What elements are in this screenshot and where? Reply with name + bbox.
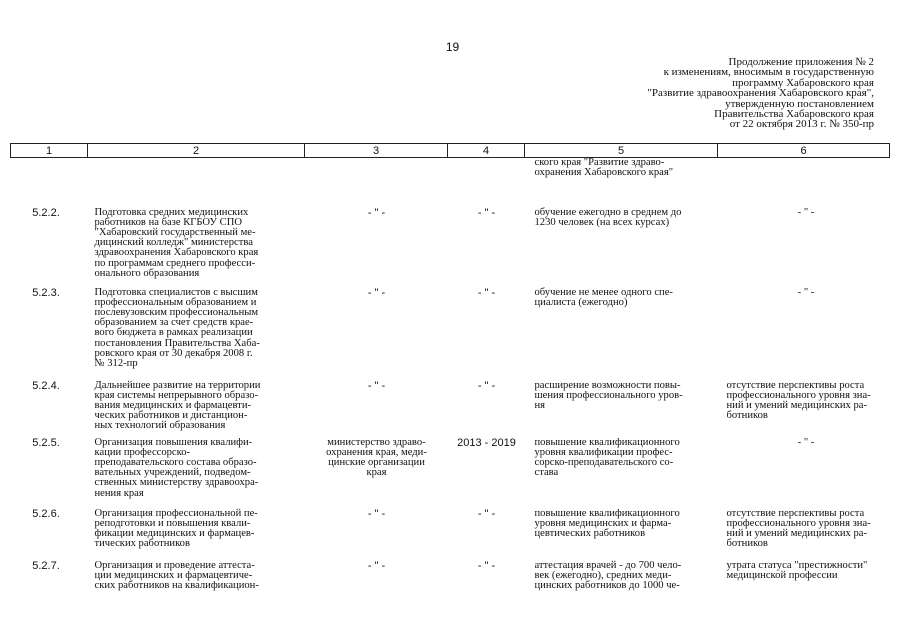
cell-text-line: края	[366, 467, 387, 479]
continuation-row	[11, 158, 890, 208]
table-row	[11, 288, 890, 381]
measure-number: 5.2.2.	[32, 206, 60, 219]
cell-text-line: образованием за счет средств крае-	[94, 317, 254, 329]
expected-result	[525, 509, 718, 561]
cell-text-line: здравоохранения Хабаровского края	[94, 247, 259, 259]
consequences-of-non-implementation	[718, 509, 890, 561]
cell-text-line: нения края	[94, 487, 144, 499]
expected-result	[525, 561, 718, 601]
expected-result	[525, 381, 718, 438]
implementation-period	[448, 288, 525, 381]
cell-text-line: отсутствие перспективы роста	[726, 507, 865, 519]
responsible-executor	[305, 561, 448, 601]
column-header: 6	[718, 144, 890, 158]
consequences-of-non-implementation	[718, 438, 890, 509]
cell-text-line: - " -	[797, 206, 815, 218]
measure-number: 5.2.3.	[32, 286, 60, 299]
cell-text-line: 2013 - 2019	[457, 436, 516, 449]
cell-text-line: утрата статуса "престижности"	[726, 559, 868, 571]
table-header-row	[11, 144, 890, 158]
cell-text-line: охранения Хабаровского края"	[534, 167, 674, 179]
header-note-line: к изменениям, вносимым в государственную	[663, 66, 874, 79]
responsible-executor	[305, 288, 448, 381]
table-row	[11, 561, 890, 601]
column-header: 1	[11, 144, 88, 158]
cell-text-line: ского края "Развитие здраво-	[534, 157, 665, 168]
measure-number: 5.2.4.	[32, 379, 60, 392]
cell-text-line: отсутствие перспективы роста	[726, 379, 865, 391]
header-note-line: "Развитие здравоохранения Хабаровского края",	[647, 87, 874, 100]
cell-text-line: 1230 человек (на всех курсах)	[534, 216, 670, 228]
table-row	[11, 509, 890, 561]
cell-text-line: охранения края, меди-	[326, 446, 427, 458]
cell-text-line: - " -	[477, 286, 496, 299]
cell-text-line: цевтических работников	[534, 527, 646, 539]
program-measures-table	[10, 143, 890, 601]
implementation-period	[448, 381, 525, 438]
cell-text-line: ботников	[726, 410, 768, 422]
cell-text-line: вания медицинских и фармацевти-	[94, 399, 252, 411]
cell-text-line: повышение квалификационного	[534, 436, 680, 448]
consequences-of-non-implementation	[718, 561, 890, 601]
cell-text-line: реподготовки и повышения квали-	[94, 517, 251, 529]
cell-text-line: постановления Правительства Хаба-	[94, 337, 260, 349]
cell-text-line: послевузовским профессиональным	[94, 306, 259, 318]
cell-text-line: Подготовка средних медицинских	[94, 206, 249, 218]
implementation-period	[448, 561, 525, 601]
cell-text-line: Организация повышения квалифи-	[94, 436, 253, 448]
cell-text-line: - " -	[367, 379, 386, 392]
header-note-line: программу Хабаровского края	[732, 76, 874, 89]
cell-text-line: вого бюджета в рамках реализации	[94, 327, 253, 339]
cell-text-line: - " -	[367, 559, 386, 572]
implementation-period	[448, 208, 525, 288]
cell-text-line: ских работников на квалификацион-	[94, 579, 259, 591]
responsible-executor	[305, 208, 448, 288]
cell-text-line: ческих работников и дистанцион-	[94, 410, 248, 422]
column-header: 5	[525, 144, 718, 158]
continuation-text	[525, 158, 718, 208]
cell-text-line: - " -	[477, 379, 496, 392]
cell-text-line: по программам среднего професси-	[94, 257, 256, 269]
cell-text-line: профессионального уровня зна-	[726, 389, 871, 401]
cell-text-line: ня	[534, 399, 546, 411]
implementation-period	[448, 509, 525, 561]
table-row	[11, 208, 890, 288]
consequences-of-non-implementation	[718, 288, 890, 381]
cell-text-line: уровня квалификации профес-	[534, 446, 673, 458]
cell-text-line: - " -	[477, 206, 496, 219]
cell-text-line: Организация профессиональной пе-	[94, 507, 258, 519]
cell-text-line: аттестация врачей - до 700 чело-	[534, 559, 682, 571]
cell-text-line: № 312-пр	[94, 357, 138, 369]
measure-title	[88, 288, 305, 381]
column-header: 4	[448, 144, 525, 158]
cell-text-line: дицинский колледж" министерства	[94, 237, 253, 249]
column-header: 3	[305, 144, 448, 158]
cell-text-line: - " -	[367, 206, 386, 219]
header-note-line: утвержденную постановлением	[725, 97, 874, 110]
cell-text-line: уровня медицинских и фарма-	[534, 517, 672, 529]
cell-text-line: цинские организации	[328, 456, 425, 468]
cell-text-line: ний и умений медицинских ра-	[726, 527, 868, 539]
cell-text-line: министерство здраво-	[327, 436, 426, 448]
cell-text-line: сорско-преподавательского со-	[534, 456, 674, 468]
responsible-executor	[305, 509, 448, 561]
cell-text-line: тических работников	[94, 538, 190, 550]
cell-text-line: края системы непрерывного образо-	[94, 389, 259, 401]
cell-text-line: - " -	[367, 507, 386, 520]
table-row	[11, 438, 890, 509]
cell-text-line: ции медицинских и фармацевтиче-	[94, 569, 253, 581]
header-note-line: Правительства Хабаровского края	[714, 108, 874, 121]
cell-text-line: Дальнейшее развитие на территории	[94, 379, 261, 391]
cell-text-line: кации профессорско-	[94, 446, 191, 458]
cell-text-line: ственных министерству здравоохра-	[94, 477, 259, 489]
cell-text-line: цинских работников до 1000 че-	[534, 579, 680, 591]
page-number: 19	[445, 40, 460, 54]
cell-text-line: онального образования	[94, 267, 200, 279]
cell-text-line: вательных учреждений, подведом-	[94, 467, 251, 479]
consequences-of-non-implementation	[718, 381, 890, 438]
cell-text-line: обучение не менее одного спе-	[534, 286, 673, 298]
cell-text-line: век (ежегодно), средних меди-	[534, 569, 672, 581]
cell-text-line: фикации медицинских и фармацев-	[94, 527, 255, 539]
measure-title	[88, 381, 305, 438]
expected-result	[525, 208, 718, 288]
cell-text-line: повышение квалификационного	[534, 507, 680, 519]
cell-text-line: медицинской профессии	[726, 569, 838, 581]
cell-text-line: циалиста (ежегодно)	[534, 296, 628, 308]
expected-result	[525, 288, 718, 381]
cell-text-line: - " -	[477, 507, 496, 520]
cell-text-line: - " -	[797, 286, 815, 298]
cell-text-line: "Хабаровский государственный ме-	[94, 226, 256, 238]
responsible-executor	[305, 381, 448, 438]
cell-text-line: расширение возможности повы-	[534, 379, 681, 391]
cell-text-line: шения профессионального уров-	[534, 389, 683, 401]
measure-title	[88, 509, 305, 561]
cell-text-line: - " -	[797, 436, 815, 448]
measure-number: 5.2.6.	[32, 507, 60, 520]
cell-text-line: Организация и проведение аттеста-	[94, 559, 255, 571]
cell-text-line: профессионального уровня зна-	[726, 517, 871, 529]
cell-text-line: ний и умений медицинских ра-	[726, 399, 868, 411]
cell-text-line: - " -	[367, 286, 386, 299]
cell-text-line: профессиональным образованием и	[94, 296, 257, 308]
measure-title	[88, 208, 305, 288]
header-note-line: Продолжение приложения № 2	[728, 56, 874, 68]
measure-title	[88, 561, 305, 601]
header-note-line: от 22 октября 2013 г. № 350-пр	[729, 118, 874, 131]
expected-result	[525, 438, 718, 509]
cell-text-line: става	[534, 467, 559, 479]
cell-text-line: ровского края от 30 декабря 2008 г.	[94, 347, 253, 359]
measure-title	[88, 438, 305, 509]
measure-number: 5.2.7.	[32, 559, 60, 572]
cell-text-line: обучение ежегодно в среднем до	[534, 206, 682, 218]
cell-text-line: ных технологий образования	[94, 420, 226, 432]
consequences-of-non-implementation	[718, 208, 890, 288]
responsible-executor	[305, 438, 448, 509]
column-header: 2	[88, 144, 305, 158]
cell-text-line: - " -	[477, 559, 496, 572]
measure-number: 5.2.5.	[32, 436, 60, 449]
cell-text-line: преподавательского состава образо-	[94, 456, 257, 468]
cell-text-line: Подготовка специалистов с высшим	[94, 286, 258, 298]
implementation-period	[448, 438, 525, 509]
appendix-header-note	[494, 57, 874, 130]
cell-text-line: ботников	[726, 538, 768, 550]
table-row	[11, 381, 890, 438]
cell-text-line: работников на базе КГБОУ СПО	[94, 216, 242, 228]
